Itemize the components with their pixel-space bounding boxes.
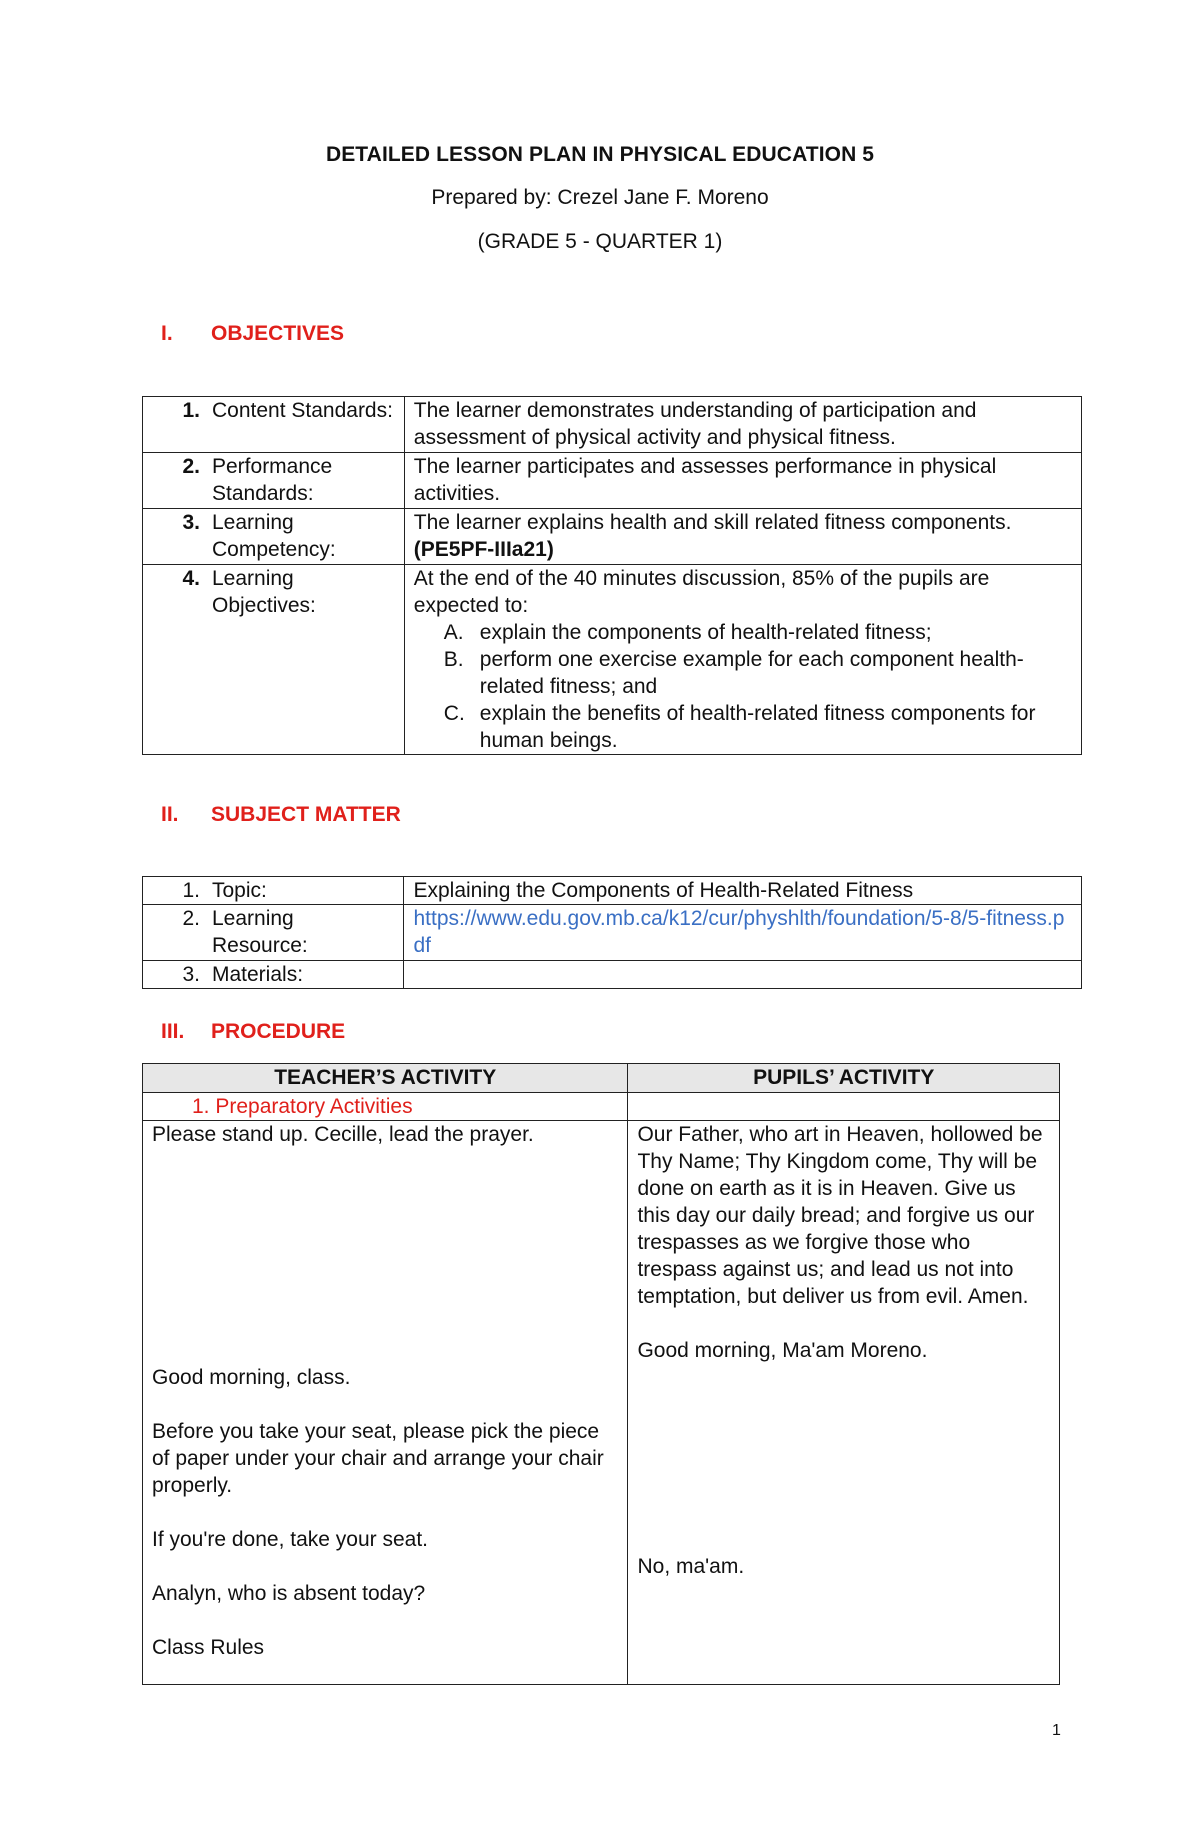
row-value: At the end of the 40 minutes discussion, 85% of the pupils are expected to: [413, 567, 990, 617]
pupil-line: No, ma'am. [637, 1555, 745, 1578]
pupils-activity-header: PUPILS’ ACTIVITY [628, 1064, 1060, 1093]
table-row [143, 961, 1082, 989]
teacher-line: Class Rules [152, 1636, 265, 1659]
row-value [404, 961, 1082, 989]
row-label-cell [143, 565, 405, 755]
row-label: Content Standards: [212, 399, 393, 422]
table-row [143, 1121, 1060, 1685]
teacher-activity-header: TEACHER’S ACTIVITY [143, 1064, 628, 1093]
list-item-text: explain the components of health-related fitness; [479, 621, 932, 644]
list-item-text: explain the benefits of health-related fitness components for human beings. [479, 702, 1036, 752]
teacher-line: Good morning, class. [152, 1366, 351, 1389]
subsection-label: 1. Preparatory Activities [192, 1095, 413, 1118]
row-label-cell [143, 509, 405, 565]
section-number: I. [161, 322, 173, 345]
list-item-letter: A. [443, 621, 464, 644]
list-item-letter: B. [443, 648, 464, 671]
table-row [143, 1093, 1060, 1121]
learning-resource-link[interactable]: https://www.edu.gov.mb.ca/k12/cur/physhlth/foundation/5-8/5-fitness.pdf [413, 907, 1065, 957]
row-number: 1. [182, 879, 200, 902]
list-item-letter: C. [443, 702, 465, 725]
teacher-line: Before you take your seat, please pick the piece of paper under your chair and arrange your chair properly. [152, 1420, 604, 1497]
row-number: 1. [182, 399, 200, 422]
row-label: Topic: [212, 879, 267, 902]
prepared-by: Prepared by: Crezel Jane F. Moreno [431, 186, 769, 209]
row-value: Explaining the Components of Health-Related Fitness [404, 877, 1082, 905]
row-value: The learner demonstrates understanding of participation and assessment of physical activity and physical fitness. [404, 397, 1081, 453]
row-label: Learning Competency: [212, 511, 336, 561]
table-header-row [143, 1064, 1060, 1093]
row-label-cell [143, 905, 404, 961]
objectives-table [142, 396, 1082, 755]
grade-quarter: (GRADE 5 - QUARTER 1) [477, 230, 723, 253]
empty-cell [628, 1093, 1060, 1121]
row-label-cell [143, 961, 404, 989]
row-value: The learner participates and assesses performance in physical activities. [404, 453, 1081, 509]
table-row [143, 509, 1082, 565]
document-title: DETAILED LESSON PLAN IN PHYSICAL EDUCATION 5 [325, 143, 875, 166]
row-value-cell [404, 565, 1081, 755]
section-number: II. [161, 803, 179, 826]
row-number: 2. [182, 907, 200, 930]
row-label: Performance Standards: [212, 455, 333, 505]
row-label: Learning Objectives: [212, 567, 316, 617]
section-label: PROCEDURE [211, 1020, 346, 1043]
table-row [143, 877, 1082, 905]
row-number: 3. [182, 963, 200, 986]
section-number: III. [161, 1020, 185, 1043]
procedure-table [142, 1063, 1060, 1685]
teacher-line: Please stand up. Cecille, lead the prayer. [152, 1123, 534, 1146]
pupil-line: Good morning, Ma'am Moreno. [637, 1339, 928, 1362]
row-value-cell [404, 905, 1082, 961]
row-label: Materials: [212, 963, 304, 986]
teacher-line: If you're done, take your seat. [152, 1528, 429, 1551]
row-number: 4. [182, 567, 200, 590]
row-number: 3. [182, 511, 200, 534]
table-row [143, 905, 1082, 961]
pupil-line: Our Father, who art in Heaven, hollowed be Thy Name; Thy Kingdom come, Thy will be done on earth as it is in Heaven. Give us this day our daily bread; and forgive us our trespasses as we forgive those who trespass against us; and lead us not into temptation, but deliver us from evil. Amen. [637, 1123, 1043, 1308]
section-heading-objectives [161, 322, 344, 346]
section-heading-subject-matter [161, 803, 401, 827]
section-label: SUBJECT MATTER [211, 803, 401, 826]
section-label: OBJECTIVES [211, 322, 345, 345]
table-row [143, 565, 1082, 755]
row-label-cell [143, 877, 404, 905]
row-number: 2. [182, 455, 200, 478]
list-item-text: perform one exercise example for each component health-related fitness; and [479, 648, 1024, 698]
teacher-line: Analyn, who is absent today? [152, 1582, 426, 1605]
row-label: Learning Resource: [212, 907, 308, 957]
row-value: The learner explains health and skill related fitness components. [413, 511, 1012, 534]
list-item [444, 700, 1072, 754]
objective-list [444, 619, 1072, 754]
page-number: 1 [1052, 1722, 1061, 1739]
row-label-cell [143, 397, 405, 453]
list-item [444, 646, 1072, 700]
competency-code: (PE5PF-IIIa21) [413, 538, 554, 561]
subsection-cell [143, 1093, 628, 1121]
subject-matter-table [142, 876, 1082, 989]
table-row [143, 453, 1082, 509]
row-label-cell [143, 453, 405, 509]
table-row [143, 397, 1082, 453]
teacher-activity-cell [143, 1121, 628, 1685]
pupils-activity-cell [628, 1121, 1060, 1685]
section-heading-procedure [161, 1020, 345, 1044]
list-item [444, 619, 1072, 646]
row-value-cell [404, 509, 1081, 565]
